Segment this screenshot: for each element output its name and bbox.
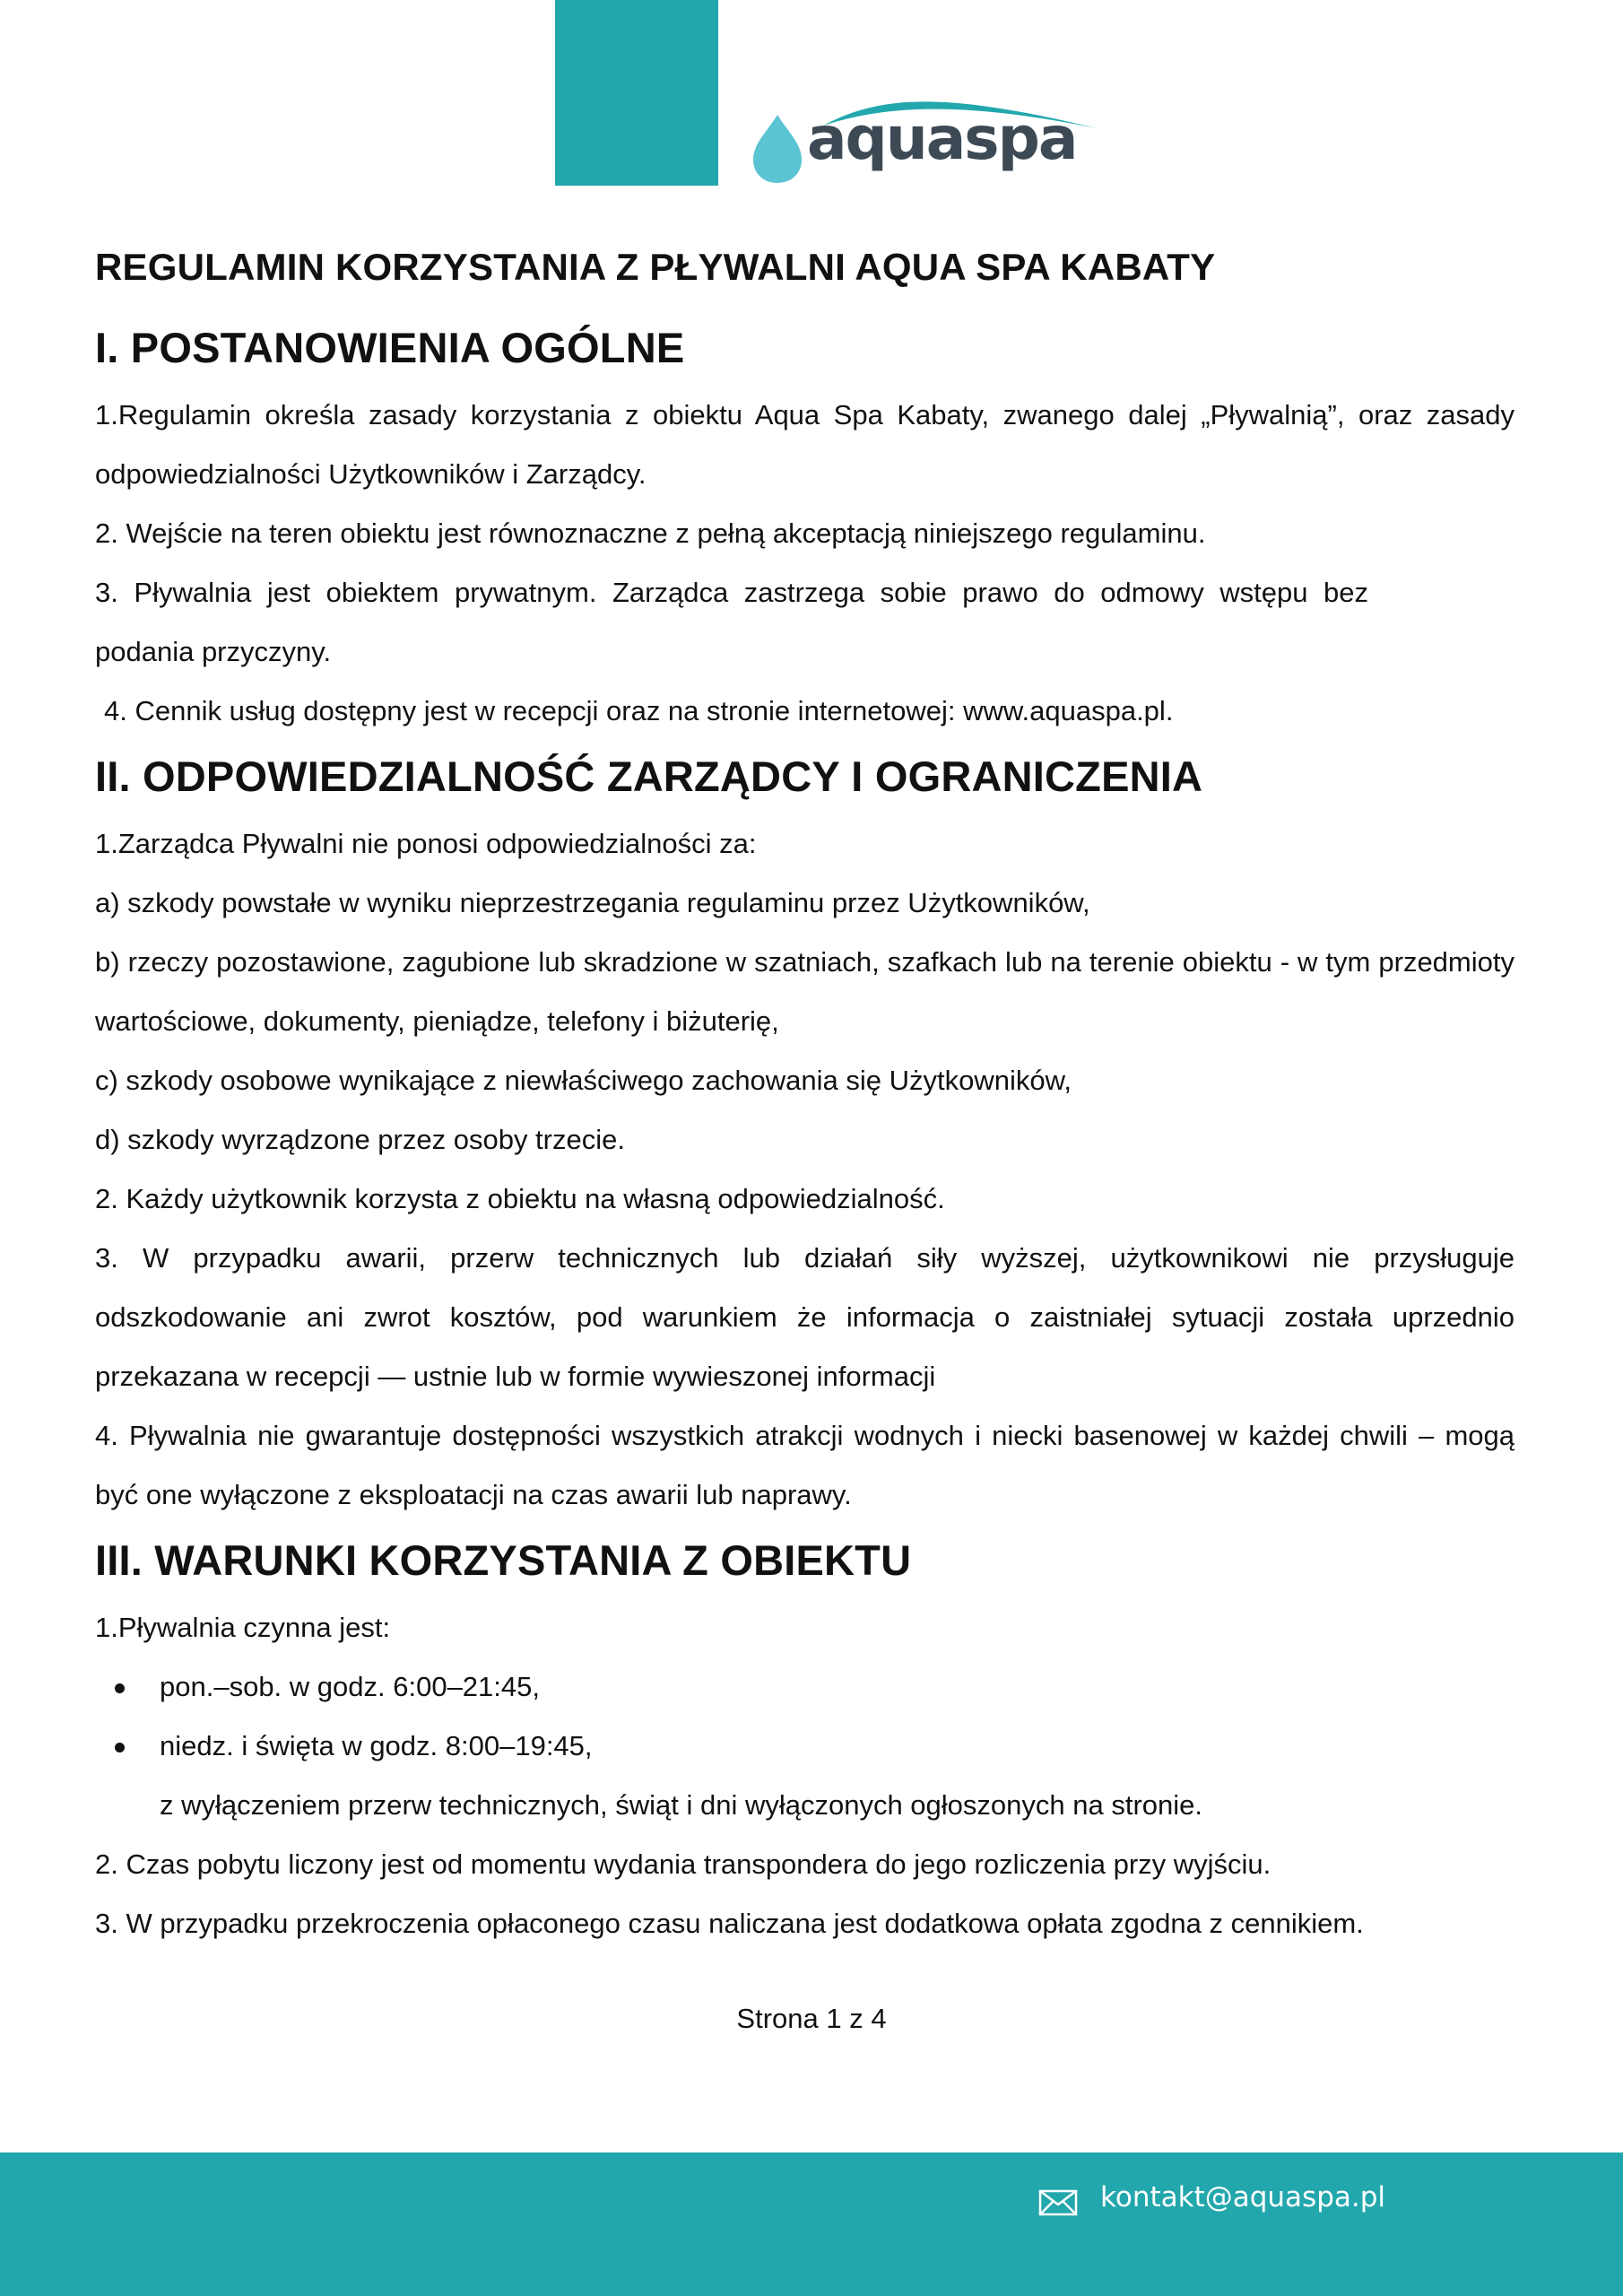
paragraph: 2. Wejście na teren obiektu jest równoznaczne z pełną akceptacją niniejszego regulaminu. [95,517,1206,549]
paragraph: 1.Zarządca Pływalni nie ponosi odpowiedzialności za: [95,828,757,859]
section-heading-general: I. POSTANOWIENIA OGÓLNE [95,324,685,371]
footer [0,2152,1623,2296]
paragraph: 3. Pływalnia jest obiektem prywatnym. Zarządca zastrzega sobie prawo do odmowy wstępu bez podania przyczyny. [95,577,1368,667]
section-heading-usage: III. WARUNKI KORZYSTANIA Z OBIEKTU [95,1536,912,1584]
logo-wordmark: aquaspa [807,104,1077,173]
list-item [95,1657,1515,1717]
envelope-icon [1038,2188,1078,2217]
paragraph: 2. Każdy użytkownik korzysta z obiektu na własną odpowiedzialność. [95,1183,945,1214]
list-item: a) szkody powstałe w wyniku nieprzestrzegania regulaminu przez Użytkowników, [95,887,1090,918]
hours-note: z wyłączeniem przerw technicznych, świąt i dni wyłączonych ogłoszonych na stronie. [160,1789,1202,1821]
paragraph: 4. Pływalnia nie gwarantuje dostępności wszystkich atrakcji wodnych i niecki basenowej w każdej chwili – mogą być one wyłączone z eksploatacji na czas awarii lub naprawy. [95,1420,1515,1510]
list-item: d) szkody wyrządzone przez osoby trzecie. [95,1124,625,1155]
list-item [95,1717,1515,1776]
paragraph: 1.Regulamin określa zasady korzystania z obiektu Aqua Spa Kabaty, zwanego dalej „Pływalnią”, oraz zasady odpowiedzialności Użytkowników i Zarządcy. [95,399,1515,490]
list-item: b) rzeczy pozostawione, zagubione lub skradzione w szatniach, szafkach lub na terenie obiektu - w tym przedmioty wartościowe, dokumenty, pieniądze, telefony i biżuterię, [95,946,1515,1037]
paragraph: 1.Pływalnia czynna jest: [95,1612,391,1643]
bullet-icon [115,1683,125,1693]
document-title: REGULAMIN KORZYSTANIA Z PŁYWALNI AQUA SPA KABATY [95,246,1216,288]
paragraph: 2. Czas pobytu liczony jest od momentu wydania transpondera do jego rozliczenia przy wyjściu. [95,1848,1271,1880]
bullet-icon [115,1743,125,1752]
header-accent-block [555,0,718,186]
aquaspa-logo [751,97,1101,187]
paragraph: 4. Cennik usług dostępny jest w recepcji oraz na stronie internetowej: www.aquaspa.pl. [104,695,1174,726]
section-heading-liability: II. ODPOWIEDZIALNOŚĆ ZARZĄDCY I OGRANICZENIA [95,752,1203,800]
paragraph: 3. W przypadku przekroczenia opłaconego czasu naliczana jest dodatkowa opłata zgodna z cennikiem. [95,1908,1364,1939]
list-item: c) szkody osobowe wynikające z niewłaściwego zachowania się Użytkowników, [95,1065,1072,1096]
paragraph: 3. W przypadku awarii, przerw technicznych lub działań siły wyższej, użytkownikowi nie przysługuje odszkodowanie ani zwrot kosztów, pod warunkiem że informacja o zaistniałej sytuacji została uprzednio przekazana w recepcji — ustnie lub w formie wywieszonej informacji [95,1242,1515,1392]
document-body [95,240,1515,1953]
contact-email-link[interactable]: kontakt@aquaspa.pl [1100,2181,1386,2213]
bullet-text: pon.–sob. w godz. 6:00–21:45, [160,1671,540,1702]
page-number: Strona 1 z 4 [736,2003,887,2034]
bullet-text: niedz. i święta w godz. 8:00–19:45, [160,1730,593,1761]
